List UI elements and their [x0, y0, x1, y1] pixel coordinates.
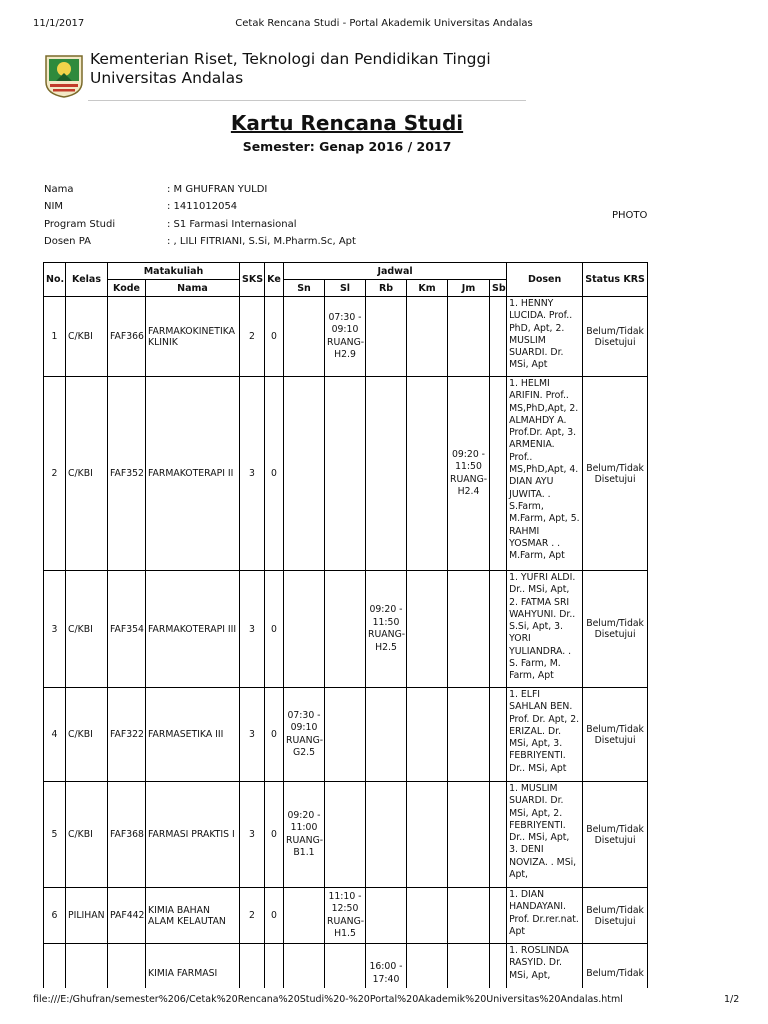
- header-kelas: Kelas: [66, 263, 108, 297]
- cell-jm: 09:20 - 11:50 RUANG-H2.4: [448, 377, 490, 571]
- cell-ke: [265, 944, 284, 989]
- cell-sks: [240, 944, 265, 989]
- cell-sb: [490, 888, 507, 944]
- cell-sks: 3: [240, 377, 265, 571]
- header-jm: Jm: [448, 280, 490, 297]
- cell-dosen: 1. MUSLIM SUARDI. Dr. MSi, Apt, 2. FEBRIYENTI. Dr.. MSi, Apt, 3. DENI NOVIZA. . MSi, Apt,: [507, 782, 583, 888]
- cell-sl: [325, 782, 366, 888]
- cell-km: [407, 888, 448, 944]
- file-path: file:///E:/Ghufran/semester%206/Cetak%20Rencana%20Studi%20-%20Portal%20Akademik%20Universitas%20Andalas.html: [33, 994, 623, 1005]
- cell-nama: FARMAKOTERAPI II: [146, 377, 240, 571]
- cell-kode: FAF368: [108, 782, 146, 888]
- cell-nama: FARMAKOTERAPI III: [146, 571, 240, 688]
- cell-rb: 16:00 - 17:40: [366, 944, 407, 989]
- cell-km: [407, 944, 448, 989]
- ministry-name: Kementerian Riset, Teknologi dan Pendidikan Tinggi: [90, 50, 491, 68]
- cell-rb: [366, 782, 407, 888]
- header-sl: Sl: [325, 280, 366, 297]
- cell-sl: [325, 944, 366, 989]
- cell-ke: 0: [265, 297, 284, 377]
- print-page-title: Cetak Rencana Studi - Portal Akademik Universitas Andalas: [235, 18, 533, 29]
- cell-sn: 07:30 - 09:10 RUANG-G2.5: [284, 688, 325, 782]
- cell-nama: FARMASETIKA III: [146, 688, 240, 782]
- cell-km: [407, 688, 448, 782]
- cell-sn: [284, 377, 325, 571]
- table-row: [44, 377, 648, 571]
- cell-rb: [366, 888, 407, 944]
- cell-nama: KIMIA FARMASI: [146, 944, 240, 989]
- cell-dosen: 1. HENNY LUCIDA. Prof.. PhD, Apt, 2. MUSLIM SUARDI. Dr. MSi, Apt: [507, 297, 583, 377]
- cell-sks: 3: [240, 688, 265, 782]
- cell-dosen: 1. ELFI SAHLAN BEN. Prof. Dr. Apt, 2. ERIZAL. Dr. MSi, Apt, 3. FEBRIYENTI. Dr.. MSi, Apt: [507, 688, 583, 782]
- cell-dosen: 1. YUFRI ALDI. Dr.. MSi, Apt, 2. FATMA SRI WAHYUNI. Dr.. S.Si, Apt, 3. YORI YULIANDRA. . S. Farm, M. Farm, Apt: [507, 571, 583, 688]
- cell-sl: 11:10 - 12:50 RUANG-H1.5: [325, 888, 366, 944]
- page-number: 1/2: [724, 994, 740, 1005]
- cell-jm: [448, 944, 490, 989]
- table-row: [44, 297, 648, 377]
- info-value: : M GHUFRAN YULDI: [167, 184, 268, 195]
- cell-sn: [284, 888, 325, 944]
- cell-dosen: 1. HELMI ARIFIN. Prof.. MS,PhD,Apt, 2. ALMAHDY A. Prof.Dr. Apt, 3. ARMENIA. Prof.. MS,PhD,Apt, 4. DIAN AYU JUWITA. . S.Farm, M.Farm, Apt, 5. RAHMI YOSMAR . . M.Farm, Apt: [507, 377, 583, 571]
- info-label: Nama: [44, 184, 74, 195]
- cell-sn: [284, 571, 325, 688]
- cell-kelas: C/KBI: [66, 377, 108, 571]
- cell-rb: 09:20 - 11:50 RUANG-H2.5: [366, 571, 407, 688]
- cell-kelas: PILIHAN: [66, 888, 108, 944]
- table-row: [44, 888, 648, 944]
- cell-kode: FAF322: [108, 688, 146, 782]
- info-label: NIM: [44, 201, 64, 213]
- cell-kelas: C/KBI: [66, 782, 108, 888]
- cell-kode: FAF354: [108, 571, 146, 688]
- cell-kelas: C/KBI: [66, 297, 108, 377]
- cell-no: 3: [44, 571, 66, 688]
- info-label: Program Studi: [44, 218, 116, 230]
- cell-rb: [366, 377, 407, 571]
- cell-kode: PAF442: [108, 888, 146, 944]
- cell-kode: FAF352: [108, 377, 146, 571]
- cell-km: [407, 297, 448, 377]
- cell-kelas: C/KBI: [66, 688, 108, 782]
- cell-status: Belum/Tidak: [583, 944, 648, 989]
- cell-status: Belum/Tidak Disetujui: [583, 782, 648, 888]
- cell-no: 6: [44, 888, 66, 944]
- header-km: Km: [407, 280, 448, 297]
- table-row: [44, 571, 648, 688]
- print-date: 11/1/2017: [33, 18, 85, 29]
- cell-sks: 2: [240, 297, 265, 377]
- krs-table: [43, 262, 648, 988]
- cell-dosen: 1. ROSLINDA RASYID. Dr. MSi, Apt,: [507, 944, 583, 989]
- header-sks: SKS: [240, 263, 265, 297]
- semester-label: Semester: Genap 2016 / 2017: [242, 139, 452, 154]
- cell-sl: [325, 688, 366, 782]
- cell-km: [407, 782, 448, 888]
- cell-ke: 0: [265, 571, 284, 688]
- cell-km: [407, 571, 448, 688]
- cell-no: 2: [44, 377, 66, 571]
- table-row: [44, 782, 648, 888]
- cell-status: Belum/Tidak Disetujui: [583, 297, 648, 377]
- cell-sks: 3: [240, 571, 265, 688]
- cell-sb: [490, 297, 507, 377]
- cell-sb: [490, 688, 507, 782]
- table-row: [44, 688, 648, 782]
- info-label: Dosen PA: [44, 235, 91, 247]
- cell-kode: [108, 944, 146, 989]
- table-row: [44, 944, 648, 989]
- header-status: Status KRS: [583, 263, 648, 297]
- cell-sks: 2: [240, 888, 265, 944]
- cell-sl: [325, 571, 366, 688]
- header-ke: Ke: [265, 263, 284, 297]
- cell-jm: [448, 688, 490, 782]
- cell-status: Belum/Tidak Disetujui: [583, 688, 648, 782]
- cell-jm: [448, 571, 490, 688]
- header-no: No.: [44, 263, 66, 297]
- cell-no: [44, 944, 66, 989]
- cell-no: 1: [44, 297, 66, 377]
- photo-placeholder: PHOTO: [612, 210, 648, 221]
- info-value: : S1 Farmasi Internasional: [167, 218, 297, 230]
- cell-km: [407, 377, 448, 571]
- header-jadwal: Jadwal: [284, 263, 507, 280]
- header-nama: Nama: [146, 280, 240, 297]
- cell-sb: [490, 782, 507, 888]
- header-kode: Kode: [108, 280, 146, 297]
- cell-ke: 0: [265, 377, 284, 571]
- cell-ke: 0: [265, 888, 284, 944]
- cell-sl: 07:30 - 09:10 RUANG-H2.9: [325, 297, 366, 377]
- university-name: Universitas Andalas: [90, 69, 244, 87]
- info-value: : 1411012054: [167, 201, 238, 213]
- cell-rb: [366, 297, 407, 377]
- cell-nama: FARMAKOKINETIKA KLINIK: [146, 297, 240, 377]
- cell-jm: [448, 888, 490, 944]
- cell-sb: [490, 377, 507, 571]
- cell-no: 5: [44, 782, 66, 888]
- cell-kelas: [66, 944, 108, 989]
- cell-status: Belum/Tidak Disetujui: [583, 888, 648, 944]
- header-sn: Sn: [284, 280, 325, 297]
- header-dosen: Dosen: [507, 263, 583, 297]
- cell-dosen: 1. DIAN HANDAYANI. Prof. Dr.rer.nat. Apt: [507, 888, 583, 944]
- cell-jm: [448, 782, 490, 888]
- cell-nama: KIMIA BAHAN ALAM KELAUTAN: [146, 888, 240, 944]
- cell-status: Belum/Tidak Disetujui: [583, 377, 648, 571]
- cell-kode: FAF366: [108, 297, 146, 377]
- cell-sks: 3: [240, 782, 265, 888]
- header-matakuliah: Matakuliah: [108, 263, 240, 280]
- cell-no: 4: [44, 688, 66, 782]
- cell-kelas: C/KBI: [66, 571, 108, 688]
- cell-sn: 09:20 - 11:00 RUANG-B1.1: [284, 782, 325, 888]
- cell-nama: FARMASI PRAKTIS I: [146, 782, 240, 888]
- cell-sl: [325, 377, 366, 571]
- cell-sn: [284, 944, 325, 989]
- header-sb: Sb: [490, 280, 507, 297]
- cell-rb: [366, 688, 407, 782]
- cell-status: Belum/Tidak Disetujui: [583, 571, 648, 688]
- document-title: Kartu Rencana Studi: [230, 111, 464, 135]
- cell-sb: [490, 944, 507, 989]
- cell-ke: 0: [265, 688, 284, 782]
- cell-jm: [448, 297, 490, 377]
- cell-sn: [284, 297, 325, 377]
- info-value: : , LILI FITRIANI, S.Si, M.Pharm.Sc, Apt: [167, 235, 356, 247]
- cell-ke: 0: [265, 782, 284, 888]
- cell-sb: [490, 571, 507, 688]
- header-rb: Rb: [366, 280, 407, 297]
